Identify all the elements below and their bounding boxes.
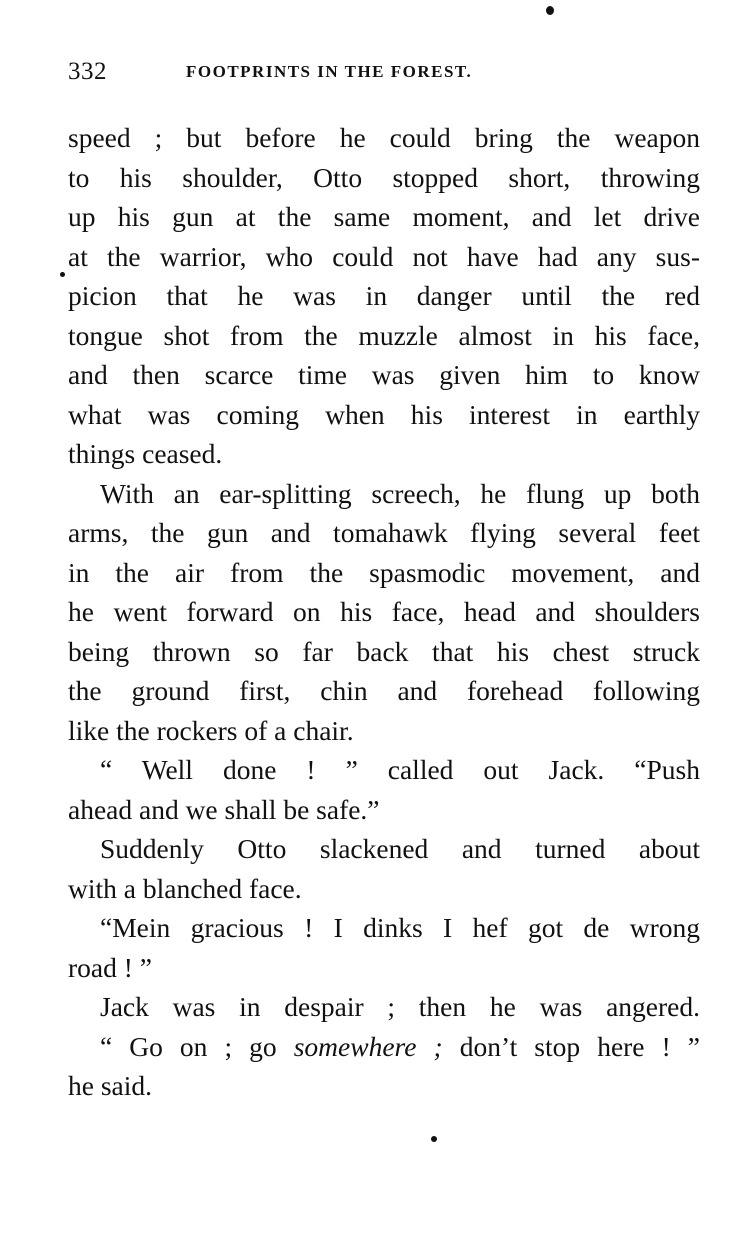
text-line: picion that he was in danger until the red: [68, 280, 700, 311]
text-line: with a blanched face.: [68, 872, 302, 904]
text-segment: “ Go on ; go: [100, 1030, 294, 1062]
text-line: With an ear-splitting screech, he flung up both: [100, 477, 700, 509]
text-line: things ceased.: [68, 438, 223, 469]
text-line: Jack was in despair ; then he was angered.: [100, 991, 700, 1022]
text-line: up his gun at the same moment, and let drive: [68, 201, 700, 232]
italic-text: somewhere ;: [293, 1030, 443, 1062]
ink-speck-left: [60, 272, 65, 277]
text-line: what was coming when his interest in earthly: [68, 398, 700, 430]
text-line: arms, the gun and tomahawk flying several feet: [68, 517, 700, 548]
text-line: in the air from the spasmodic movement, and: [68, 556, 700, 588]
ink-speck-top: [546, 6, 554, 15]
text-line: to his shoulder, Otto stopped short, throwing: [68, 161, 700, 193]
text-line: like the rockers of a chair.: [68, 714, 354, 746]
text-line: and then scarce time was given him to know: [68, 359, 700, 390]
running-head: FOOTPRINTS IN THE FOREST.: [186, 62, 473, 81]
text-line: “ Well done ! ” called out Jack. “Push: [100, 754, 700, 785]
text-line: Suddenly Otto slackened and turned about: [100, 833, 700, 864]
text-line: the ground first, chin and forehead following: [68, 675, 700, 706]
ink-speck-bottom: [431, 1136, 437, 1142]
text-line-with-italic: [68, 1027, 700, 1067]
body-text: [68, 118, 700, 1106]
page-header: [68, 58, 708, 88]
text-line: “Mein gracious ! I dinks I hef got de wrong: [100, 912, 700, 943]
page-number: 332: [68, 58, 107, 85]
text-line: being thrown so far back that his chest struck: [68, 635, 700, 667]
text-line: road ! ”: [68, 951, 152, 983]
text-line: speed ; but before he could bring the weapon: [68, 122, 700, 153]
text-line: at the warrior, who could not have had any sus-: [68, 240, 700, 272]
text-line: tongue shot from the muzzle almost in his face,: [68, 319, 700, 351]
text-line: ahead and we shall be safe.”: [68, 793, 380, 825]
text-line: he said.: [68, 1070, 153, 1101]
text-segment: don’t stop here ! ”: [442, 1030, 700, 1062]
text-line: he went forward on his face, head and shoulders: [68, 596, 700, 627]
